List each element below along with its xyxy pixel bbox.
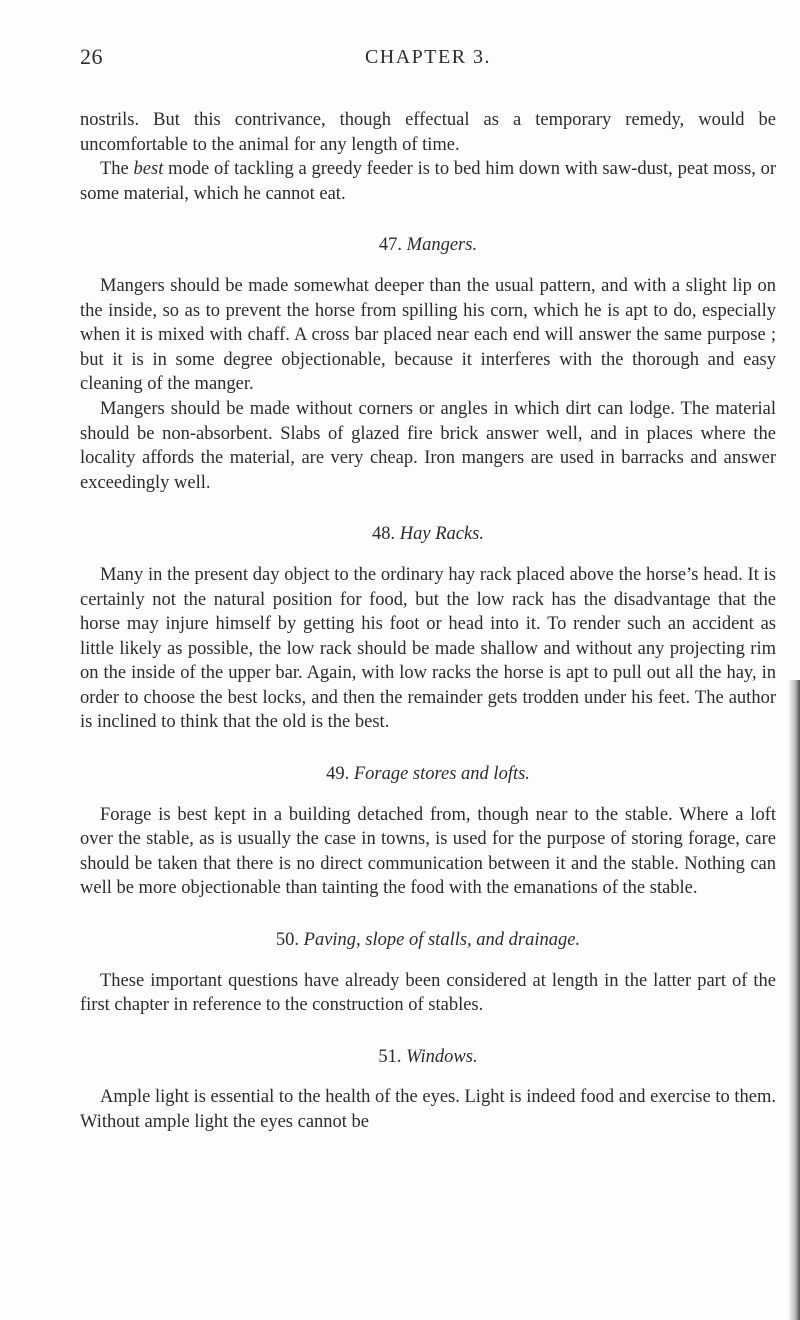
chapter-title: CHAPTER 3. (364, 46, 492, 68)
section-heading-hay-racks (80, 522, 776, 547)
section-heading-mangers (80, 233, 776, 258)
section-number: 50. (275, 930, 300, 951)
section-heading-paving (80, 928, 776, 953)
section-number: 51. (378, 1046, 402, 1067)
section-title: Forage stores and lofts. (353, 764, 530, 785)
section-number: 49. (326, 764, 350, 785)
paragraph: Mangers should be made without corners or angles in which dirt can lodge. The material should be non-absorbent. Slabs of glazed fire brick answer well, and in places where the locality affords the material, are very cheap. Iron mangers are used in barracks and answer exceedingly well. (80, 398, 776, 493)
page-body (80, 108, 776, 1135)
paragraph (80, 157, 776, 206)
paragraph: Many in the present day object to the ordinary hay rack placed above the horse’s head. It is certainly not the natural position for food, but the low rack has the disadvantage that the horse may injure himself by getting his foot or head into it. To render such an accident as little likely as possible, the low rack should be made shallow and without any projecting rim on the inside of the upper bar. Again, with low racks the horse is apt to pull out all the hay, in order to choose the best locks, and then the remainder gets trodden under his feet. The author is inclined to think that the old is the best. (80, 564, 776, 733)
page-header (80, 44, 776, 84)
section-title: Windows. (406, 1046, 478, 1067)
paragraph-text: mode of tackling a greedy feeder is to bed him down with saw-dust, peat moss, or some material, which he cannot eat. (80, 159, 776, 204)
emphasized-word: best (133, 159, 164, 180)
paragraph: nostrils. But this contrivance, though effectual as a temporary remedy, would be uncomfortable to the animal for any length of time. (80, 110, 776, 155)
page-binding-shadow (788, 680, 800, 1320)
section-heading-forage-stores (80, 762, 776, 787)
page-number: 26 (80, 44, 103, 69)
paragraph: Ample light is essential to the health of the eyes. Light is indeed food and exercise to them. Without ample light the eyes cannot be (80, 1087, 776, 1132)
paragraph: These important questions have already been considered at length in the latter part of the first chapter in reference to the construction of stables. (80, 970, 776, 1016)
section-title: Hay Racks. (399, 524, 484, 545)
section-number: 47. (378, 235, 403, 256)
paragraph-text: The (100, 159, 134, 180)
paragraph: Mangers should be made somewhat deeper than the usual pattern, and with a slight lip on the inside, so as to prevent the horse from spilling his corn, which he is apt to do, especially when it is mixed with chaff. A cross bar placed near each end will answer the same purpose ; but it is in some degree objectionable, because it interferes with the thorough and easy cleaning of the manger. (80, 275, 776, 395)
section-title: Mangers. (406, 235, 478, 256)
section-title: Paving, slope of stalls, and drainage. (303, 930, 581, 951)
paragraph: Forage is best kept in a building detached from, though near to the stable. Where a loft over the stable, as is usually the case in towns, is used for the purpose of storing forage, care should be taken that there is no direct communication between it and the stable. Nothing can well be more objectionable than tainting the food with the emanations of the stable. (80, 804, 776, 899)
section-number: 48. (372, 524, 396, 545)
section-heading-windows (80, 1045, 776, 1070)
